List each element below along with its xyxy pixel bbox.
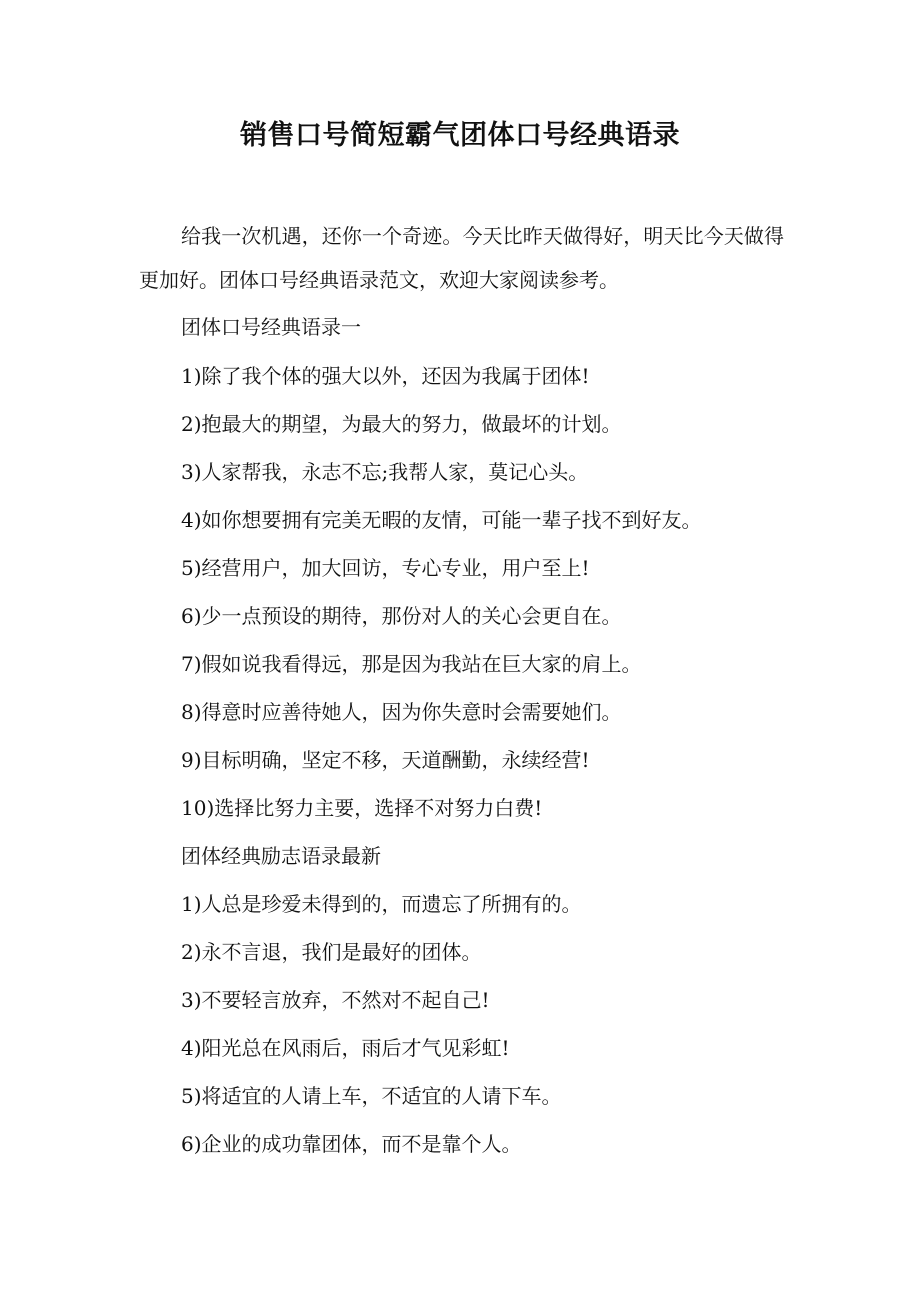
section-heading-1: 团体口号经典语录一 [181,315,361,339]
list-item: 7)假如说我看得远，那是因为我站在巨大家的肩上。 [181,652,642,676]
list-item: 8)得意时应善待她人，因为你失意时会需要她们。 [181,700,622,724]
list-item: 9)目标明确，坚定不移，天道酬勤，永续经营! [181,748,590,772]
list-item: 6)企业的成功靠团体，而不是靠个人。 [181,1132,522,1156]
list-item: 10)选择比努力主要，选择不对努力白费! [181,796,543,820]
intro-paragraph: 给我一次机遇，还你一个奇迹。今天比昨天做得好，明天比今天做得更加好。团体口号经典语录范文，欢迎大家阅读参考。 [139,224,784,292]
list-item: 3)不要轻言放弃，不然对不起自己! [181,988,490,1012]
list-item: 5)将适宜的人请上车，不适宜的人请下车。 [181,1084,562,1108]
list-item: 5)经营用户，加大回访，专心专业，用户至上! [181,556,590,580]
list-item: 1)人总是珍爱未得到的，而遗忘了所拥有的。 [181,892,582,916]
list-item: 3)人家帮我，永志不忘;我帮人家，莫记心头。 [181,460,589,484]
list-item: 2)永不言退，我们是最好的团体。 [181,940,482,964]
list-item: 6)少一点预设的期待，那份对人的关心会更自在。 [181,604,622,628]
list-item: 1)除了我个体的强大以外，还因为我属于团体! [181,364,590,388]
list-item: 2)抱最大的期望，为最大的努力，做最坏的计划。 [181,412,622,436]
list-item: 4)阳光总在风雨后，雨后才气见彩虹! [181,1036,510,1060]
list-item: 4)如你想要拥有完美无暇的友情，可能一辈子找不到好友。 [181,508,702,532]
document-title: 销售口号简短霸气团体口号经典语录 [240,120,680,151]
section-heading-2: 团体经典励志语录最新 [181,844,381,868]
